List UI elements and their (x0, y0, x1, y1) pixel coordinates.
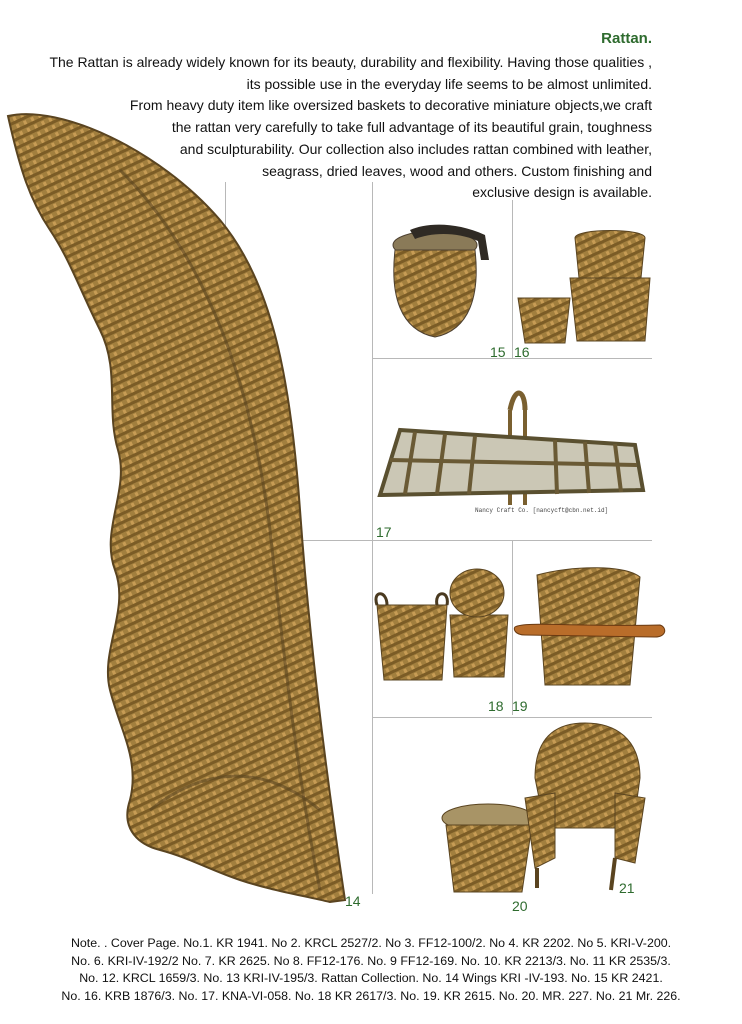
product-number-21: 21 (619, 880, 635, 896)
notes-line: No. 6. KRI-IV-192/2 No. 7. KR 2625. No 8. FF12-176. No. 9 FF12-169. No. 10. KR 2213/3. No. 11 KR 2535/3. (71, 953, 671, 968)
rattan-tray-image (375, 390, 650, 520)
round-baskets-image (372, 565, 512, 690)
intro-line: and sculpturability. Our collection also includes rattan combined with leather, (179, 140, 652, 157)
lidded-basket-image (385, 215, 495, 345)
product-number-16: 16 (514, 344, 530, 360)
product-number-17: 17 (376, 524, 392, 540)
intro-line: the rattan very carefully to take full advantage of its beautiful grain, toughness (171, 119, 652, 136)
grid-divider (512, 200, 513, 358)
intro-line: seagrass, dried leaves, wood and others. Custom finishing and (262, 162, 652, 179)
catalog-notes (0, 935, 742, 1005)
page-title: Rattan. (601, 30, 652, 47)
watermark-text: Nancy Craft Co. [nancycft@cbn.net.id] (475, 507, 609, 514)
product-number-18: 18 (488, 698, 504, 714)
intro-line: exclusive design is available. (472, 184, 652, 201)
oval-basket-image (515, 565, 670, 695)
grid-divider (372, 358, 652, 359)
intro-line: From heavy duty item like oversized baskets to decorative miniature objects,we craft (129, 97, 652, 114)
armchair-image (515, 718, 650, 893)
product-number-19: 19 (512, 698, 528, 714)
grid-divider (372, 182, 373, 894)
product-number-20: 20 (512, 898, 528, 914)
intro-line: The Rattan is already widely known for its beauty, durability and flexibility. Having those qualities , (49, 54, 652, 70)
rattan-wing-image (0, 110, 360, 910)
grid-divider (512, 540, 513, 715)
intro-line: its possible use in the everyday life seems to be almost unlimited. (246, 75, 652, 92)
notes-line: No. 12. KRCL 1659/3. No. 13 KRI-IV-195/3. Rattan Collection. No. 14 Wings KRI -IV-193. No. 15 KR 2421. (79, 971, 663, 985)
product-number-15: 15 (490, 344, 506, 360)
nesting-baskets-image (515, 228, 650, 348)
product-number-14: 14 (345, 893, 361, 909)
notes-line: Note. . Cover Page. No.1. KR 1941. No 2. KRCL 2527/2. No 3. FF12-100/2. No 4. KR 2202. No 5. KRI-V-200. (70, 936, 672, 950)
notes-line: No. 16. KRB 1876/3. No. 17. KNA-VI-058. No. 18 KR 2617/3. No. 19. KR 2615. No. 20. MR. 227. No. 21 Mr. 226. (61, 988, 681, 1003)
